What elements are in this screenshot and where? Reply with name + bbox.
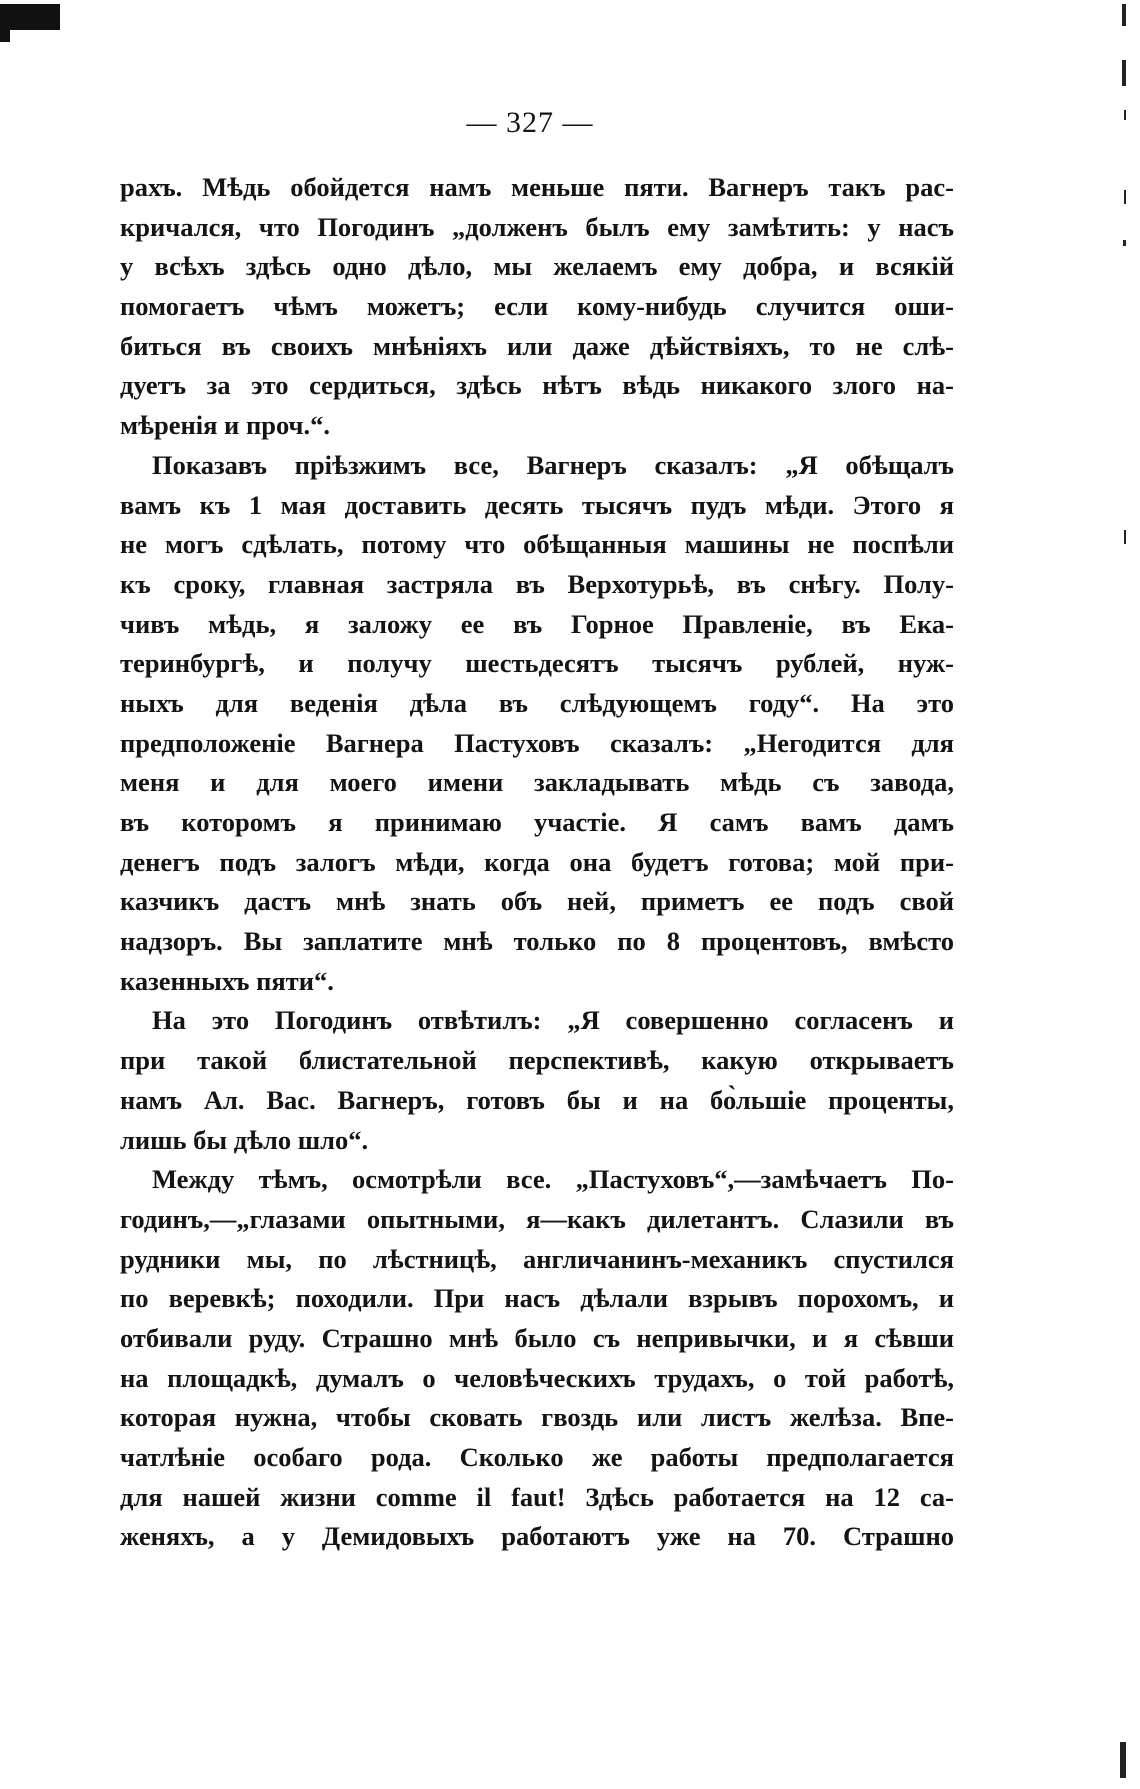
text-line: годинъ,—„глазами опытными, я—какъ дилетантъ. Слазили въ [120, 1203, 954, 1234]
text-line: женяхъ, а у Демидовыхъ работаютъ уже на 70. Страшно [120, 1521, 954, 1552]
text-line: въ которомъ я принимаю участіе. Я самъ вамъ дамъ [120, 807, 954, 837]
text-line: вамъ къ 1 мая доставить десять тысячъ пудъ мѣди. Этого я [120, 489, 954, 520]
text-line: На это Погодинъ отвѣтилъ: „Я совершенно согласенъ и [152, 1005, 954, 1036]
text-line: казенныхъ пяти“. [120, 965, 334, 996]
text-line: на площадкѣ, думалъ о человѣческихъ трудахъ, о той работѣ, [120, 1362, 954, 1393]
text-line: для нашей жизни comme il faut! Здѣсь работается на 12 са- [120, 1481, 954, 1512]
text-line: казчикъ дастъ мнѣ знать объ ней, приметъ ее подъ свой [120, 886, 954, 917]
text-line: рахъ. Мѣдь обойдется намъ меньше пяти. Вагнеръ такъ рас- [120, 172, 954, 202]
scan-artifact-top-left [0, 4, 60, 30]
text-line: денегъ подъ залогъ мѣди, когда она будетъ готова; мой при- [120, 846, 954, 877]
text-line: которая нужна, чтобы сковать гвоздь или листъ желѣза. Впе- [120, 1402, 954, 1433]
text-line: меня и для моего имени закладывать мѣдь съ завода, [120, 767, 954, 798]
text-line: чатлѣніе особаго рода. Сколько же работы предполагается [120, 1442, 954, 1472]
text-line: кричался, что Погодинъ „долженъ былъ ему замѣтить: у насъ [120, 211, 954, 242]
text-line: не могъ сдѣлать, потому что обѣщанныя машины не поспѣли [120, 529, 954, 560]
page-body-text [120, 168, 954, 1557]
text-line: при такой блистательной перспективѣ, какую открываетъ [120, 1045, 954, 1076]
text-line: намъ Ал. Вас. Вагнеръ, готовъ бы и на бо̀льшіе проценты, [120, 1084, 954, 1115]
text-line: биться въ своихъ мнѣніяхъ или даже дѣйствіяхъ, то не слѣ- [120, 330, 954, 361]
text-line: рудники мы, по лѣстницѣ, англичанинъ-механикъ спустился [120, 1243, 954, 1274]
text-line: у всѣхъ здѣсь одно дѣло, мы желаемъ ему добра, и всякій [120, 251, 954, 282]
text-line: къ сроку, главная застряла въ Верхотурьѣ, въ снѣгу. Полу- [120, 568, 954, 599]
text-line: ныхъ для веденія дѣла въ слѣдующемъ году“. На это [120, 687, 954, 718]
text-line: по веревкѣ; походили. При насъ дѣлали взрывъ порохомъ, и [120, 1283, 954, 1314]
text-line: Между тѣмъ, осмотрѣли все. „Пастуховъ“,—замѣчаетъ По- [152, 1164, 954, 1195]
text-line: чивъ мѣдь, я заложу ее въ Горное Правленіе, въ Ека- [120, 608, 954, 639]
text-line: надзоръ. Вы заплатите мнѣ только по 8 процентовъ, вмѣсто [120, 926, 954, 957]
text-line: мѣренія и проч.“. [120, 410, 330, 441]
scan-edge-specks [1110, 0, 1126, 1789]
text-line: предположеніе Вагнера Пастуховъ сказалъ: „Негодится для [120, 727, 954, 758]
text-line: Показавъ пріѣзжимъ все, Вагнеръ сказалъ: „Я обѣщалъ [152, 449, 954, 480]
text-line: теринбургѣ, и получу шестьдесятъ тысячъ рублей, нуж- [120, 648, 954, 679]
page-number: — 327 — [466, 106, 594, 139]
text-line: помогаетъ чѣмъ можетъ; если кому-нибудь случится оши- [120, 291, 954, 322]
text-line: дуетъ за это сердиться, здѣсь нѣтъ вѣдь никакого злого на- [120, 370, 954, 401]
text-line: лишь бы дѣло шло“. [120, 1124, 369, 1155]
text-line: отбивали руду. Страшно мнѣ было съ непривычки, и я сѣвши [120, 1322, 954, 1353]
